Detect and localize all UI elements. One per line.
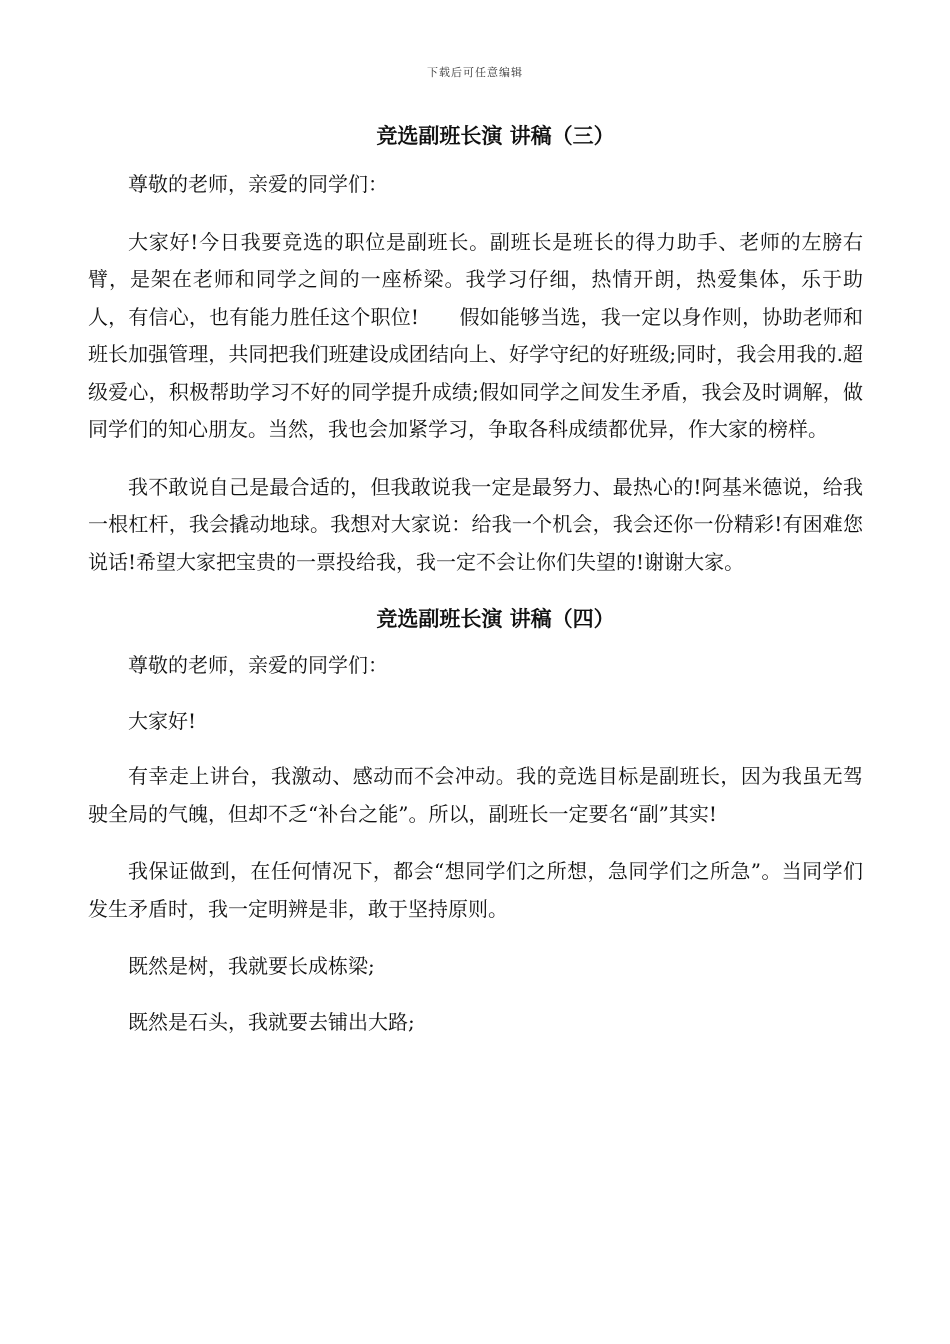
greeting-paragraph: 尊敬的老师，亲爱的同学们： bbox=[128, 653, 388, 677]
body-paragraph: 既然是树，我就要长成栋梁; bbox=[128, 954, 375, 978]
body-paragraph: 我保证做到，在任何情况下，都会“想同学们之所想，急同学们之所急”。当同学们发生矛盾时，我一定明辨是非，敢于坚持原则。 bbox=[88, 859, 863, 921]
section-title-3: 竞选副班长演 讲稿（三） bbox=[376, 123, 615, 148]
header-note: 下载后可任意编辑 bbox=[427, 66, 523, 79]
document-body bbox=[88, 118, 863, 1059]
greeting-paragraph: 尊敬的老师，亲爱的同学们： bbox=[128, 172, 388, 196]
section-title-4: 竞选副班长演 讲稿（四） bbox=[376, 606, 615, 631]
body-paragraph: 我不敢说自己是最合适的，但我敢说我一定是最努力、最热心的!阿基米德说，给我一根杠杆，我会撬动地球。我想对大家说：给我一个机会，我会还你一份精彩!有困难您说话!希望大家把宝贵的一票投给我，我一定不会让你们失望的!谢谢大家。 bbox=[88, 474, 863, 574]
body-paragraph: 大家好!今日我要竞选的职位是副班长。副班长是班长的得力助手、老师的左膀右臂，是架在老师和同学之间的一座桥梁。我学习仔细，热情开朗，热爱集体，乐于助人，有信心，也有能力胜任这个职位! 假如能够当选，我一定以身作则，协助老师和班长加强管理，共同把我们班建设成团结向上、好学守纪的好班级;同时，我会用我的.超级爱心，积极帮助学习不好的同学提升成绩;假如同学之间发生矛盾，我会及时调解，做同学们的知心朋友。当然，我也会加紧学习，争取各科成绩都优异，作大家的榜样。 bbox=[88, 229, 863, 441]
body-paragraph: 有幸走上讲台，我激动、感动而不会冲动。我的竞选目标是副班长，因为我虽无驾驶全局的气魄，但却不乏“补台之能”。所以，副班长一定要名“副”其实! bbox=[88, 764, 863, 826]
body-paragraph: 大家好! bbox=[128, 708, 197, 733]
body-paragraph: 既然是石头，我就要去铺出大路; bbox=[128, 1009, 415, 1034]
